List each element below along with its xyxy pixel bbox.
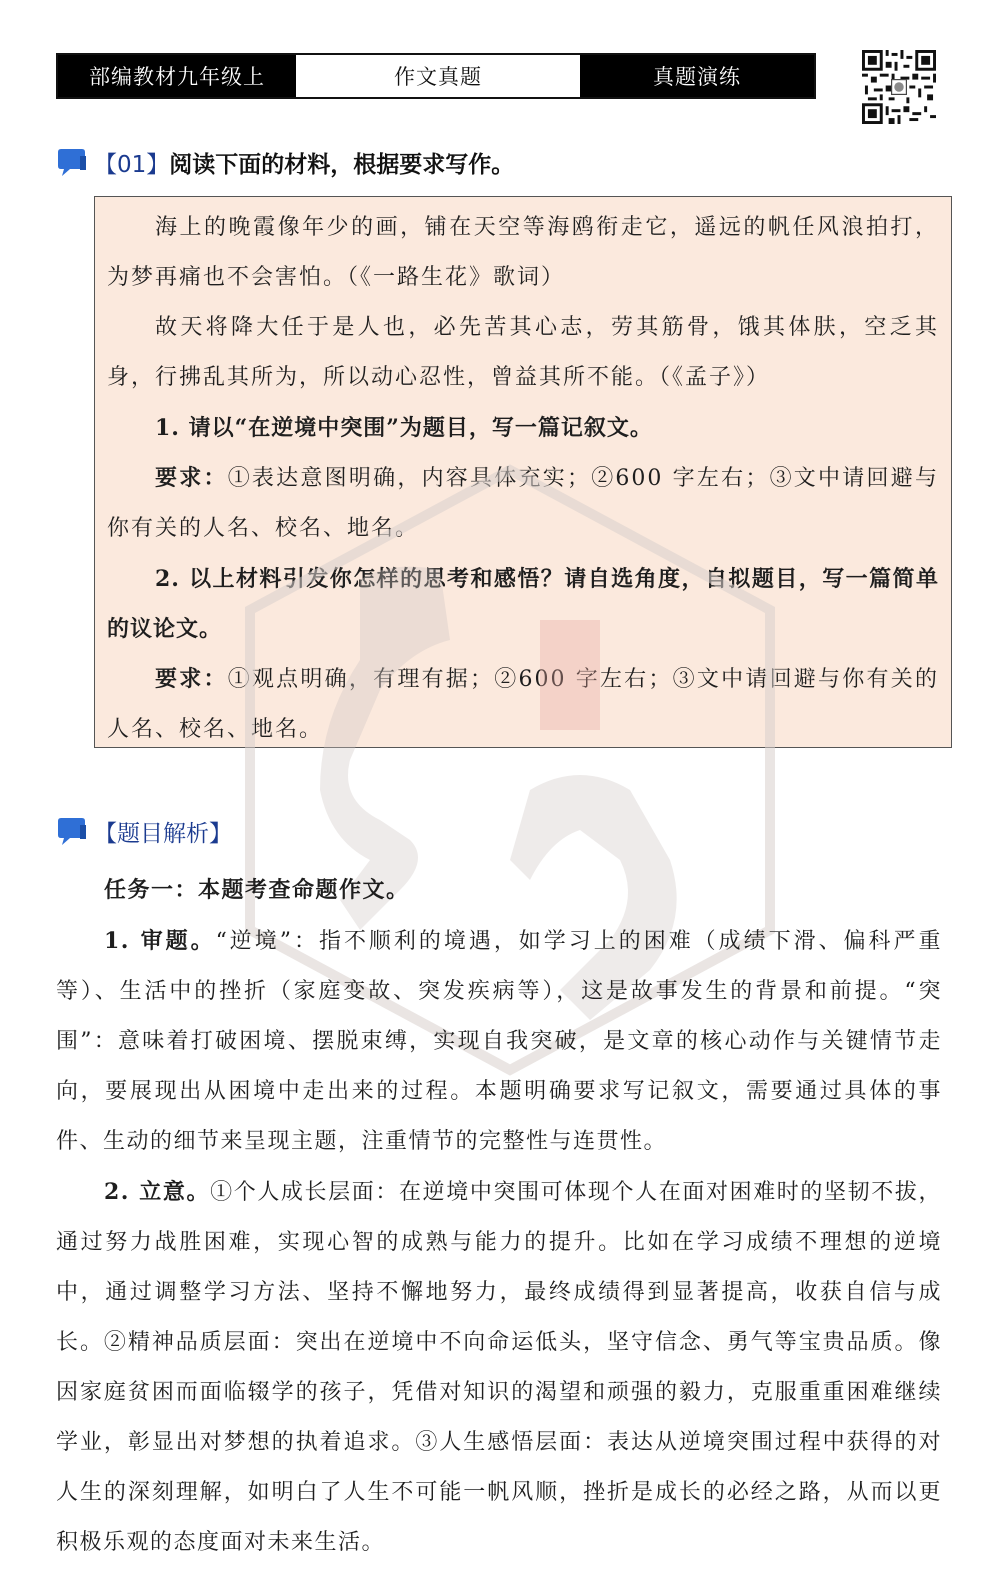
analysis-heading-label: 【题目解析】 — [94, 821, 232, 847]
task-one-title — [56, 865, 942, 916]
question-prompt: 阅读下面的材料，根据要求写作。 — [169, 152, 515, 178]
analysis-p2-label: 2. 立意。 — [104, 1179, 211, 1205]
analysis-paragraph-1 — [56, 916, 942, 1167]
header-practice-label: 真题演练 — [580, 55, 814, 97]
analysis-p1-label: 1. 审题。 — [104, 928, 216, 954]
analysis-heading — [56, 815, 232, 848]
requirement-1-label: 要求： — [155, 465, 228, 491]
header-grade-label: 部编教材九年级上 — [58, 55, 296, 97]
material-mencius: 故天将降大任于是人也，必先苦其心志，劳其筋骨，饿其体肤，空乏其身，行拂乱其所为，所以动心忍性，曾益其所不能。（《孟子》） — [107, 315, 939, 390]
question-number: 【01】 — [94, 152, 170, 178]
qr-code-icon[interactable] — [862, 50, 936, 124]
question-heading — [56, 146, 514, 179]
requirement-2 — [107, 654, 939, 748]
requirement-2-text: ①观点明确，有理有据；②600 字左右；③文中请回避与你有关的人名、校名、地名。 — [107, 667, 939, 742]
analysis-p1-text: “逆境”：指不顺利的境遇，如学习上的困难（成绩下滑、偏科严重等）、生活中的挫折（家庭变故、突发疾病等），这是故事发生的背景和前提。“突围”：意味着打破困境、摆脱束缚，实现自我突破，是文章的核心动作与关键情节走向，要展现出从困境中走出来的过程。本题明确要求写记叙文，需要通过具体的事件、生动的细节来呈现主题，注重情节的完整性与连贯性。 — [56, 929, 942, 1154]
requirement-1-text: ①表达意图明确，内容具体充实；②600 字左右；③文中请回避与你有关的人名、校名、地名。 — [107, 466, 939, 541]
analysis-p2-text: ①个人成长层面：在逆境中突围可体现个人在面对困难时的坚韧不拔，通过努力战胜困难，实现心智的成熟与能力的提升。比如在学习成绩不理想的逆境中，通过调整学习方法、坚持不懈地努力，最终成绩得到显著提高，收获自信与成长。②精神品质层面：突出在逆境中不向命运低头，坚守信念、勇气等宝贵品质。像因家庭贫困而面临辍学的孩子，凭借对知识的渴望和顽强的毅力，克服重重困难继续学业，彰显出对梦想的执着追求。③人生感悟层面：表达从逆境突围过程中获得的对人生的深刻理解，如明白了人生不可能一帆风顺，挫折是成长的必经之路，从而以更积极乐观的态度面对未来生活。 — [56, 1180, 942, 1555]
header-bar — [56, 53, 816, 99]
material-box — [94, 196, 952, 748]
requirement-2-label: 要求： — [155, 666, 228, 692]
task-1: 1. 请以“在逆境中突围”为题目，写一篇记叙文。 — [155, 415, 653, 441]
header-section-title: 作文真题 — [296, 55, 580, 97]
analysis-body — [56, 865, 942, 1568]
bookmark-flag-icon — [56, 817, 88, 847]
bookmark-flag-icon — [56, 148, 88, 178]
task-one-title-text: 任务一：本题考查命题作文。 — [104, 877, 410, 903]
material-lyrics: 海上的晚霞像年少的画，铺在天空等海鸥衔走它，遥远的帆任风浪拍打，为梦再痛也不会害怕。（《一路生花》歌词） — [107, 215, 939, 290]
analysis-paragraph-2 — [56, 1167, 942, 1568]
requirement-1 — [107, 453, 939, 554]
task-2: 2. 以上材料引发你怎样的思考和感悟？请自选角度，自拟题目，写一篇简单的议论文。 — [107, 566, 939, 642]
